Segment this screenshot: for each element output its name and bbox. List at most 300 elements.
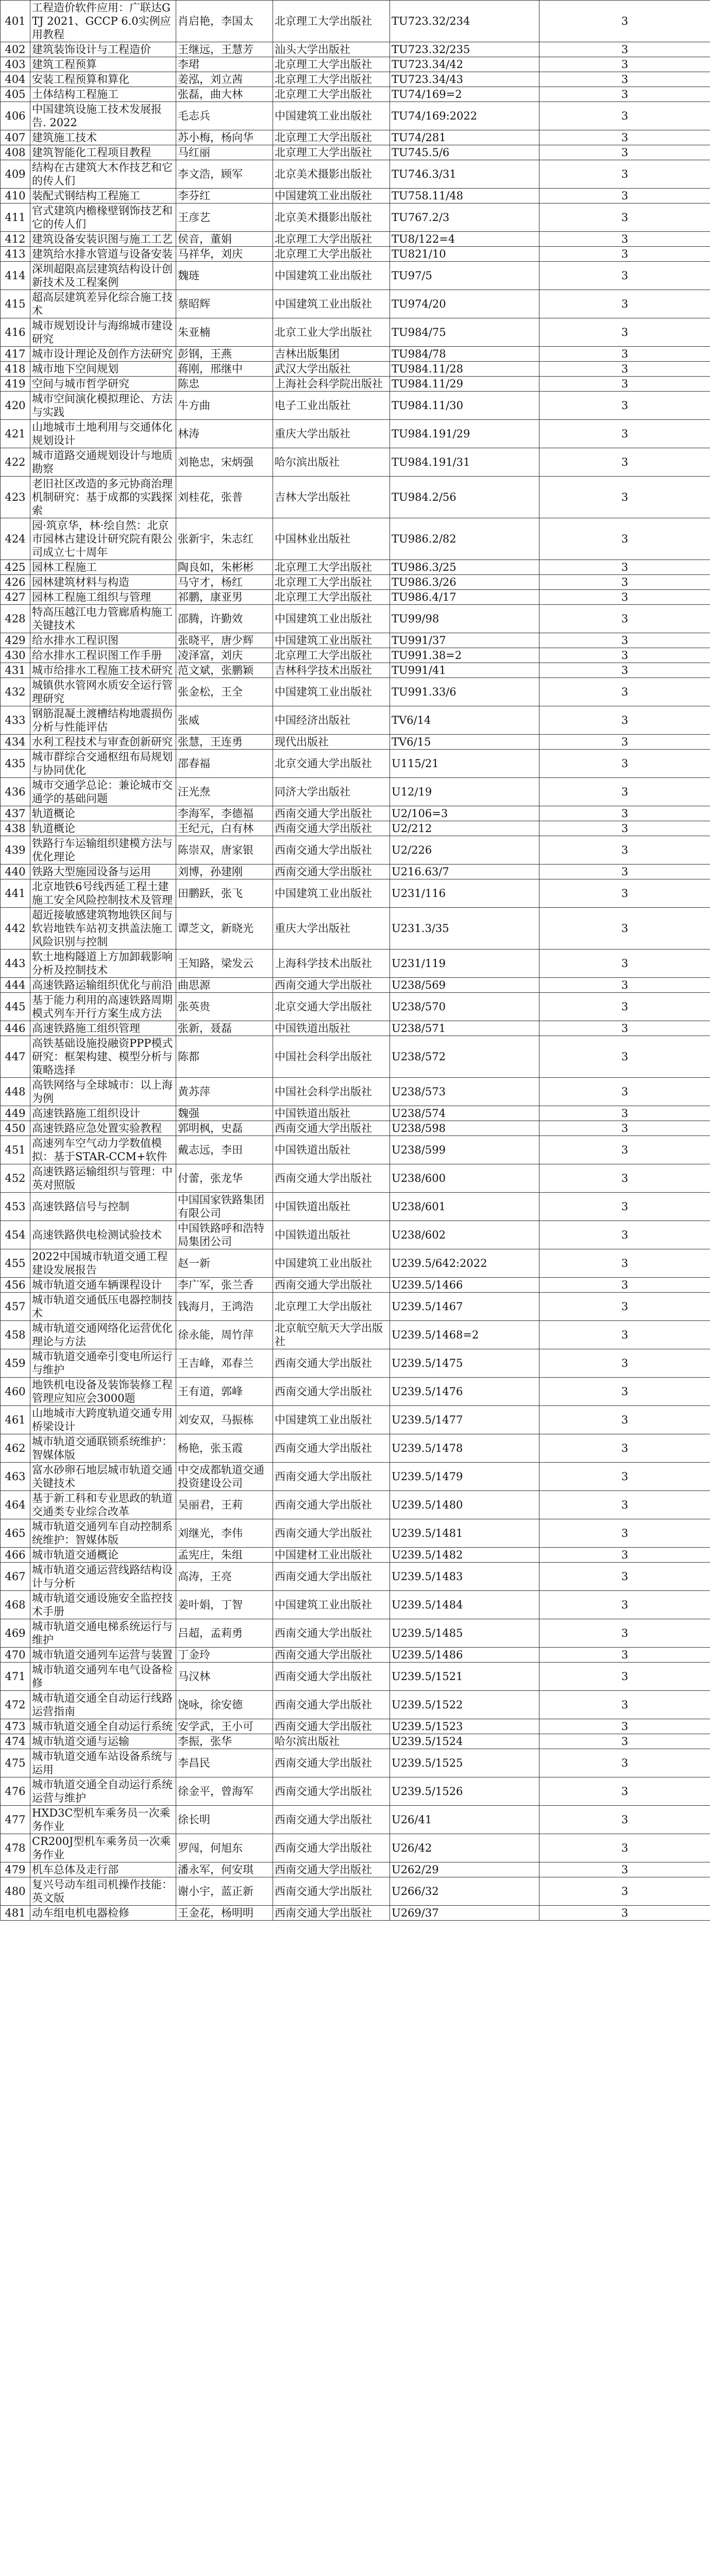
quantity-cell: 3 (539, 1591, 710, 1619)
book-title-cell: 城市给排水工程施工技术研究 (30, 663, 176, 678)
call-number-cell: U239.5/1525 (390, 1749, 539, 1777)
call-number-cell: U26/41 (390, 1806, 539, 1834)
record-number-cell: 431 (1, 663, 30, 678)
author-cell: 范文斌，张鹏颖 (176, 663, 273, 678)
quantity-cell: 3 (539, 145, 710, 160)
author-cell: 谭芝文，新晓光 (176, 908, 273, 950)
record-number-cell: 411 (1, 204, 30, 232)
table-row (1, 392, 710, 420)
quantity-cell: 3 (539, 1036, 710, 1078)
author-cell: 潘永军，何安琪 (176, 1862, 273, 1877)
author-cell: 丁金玲 (176, 1648, 273, 1663)
publisher-cell: 北京理工大学出版社 (273, 57, 390, 72)
author-cell: 张金松，王全 (176, 678, 273, 706)
record-number-cell: 450 (1, 1121, 30, 1136)
record-number-cell: 446 (1, 1021, 30, 1036)
call-number-cell: TU99/98 (390, 605, 539, 633)
quantity-cell: 3 (539, 678, 710, 706)
call-number-cell: U238/573 (390, 1078, 539, 1106)
author-cell: 谢小宇，蓝正新 (176, 1877, 273, 1906)
publisher-cell: 北京美术摄影出版社 (273, 204, 390, 232)
quantity-cell: 3 (539, 1463, 710, 1491)
record-number-cell: 453 (1, 1193, 30, 1221)
call-number-cell: TU986.4/17 (390, 590, 539, 605)
book-title-cell: 轨道概论 (30, 806, 176, 821)
author-cell: 张威 (176, 706, 273, 735)
record-number-cell: 470 (1, 1648, 30, 1663)
call-number-cell: U239.5/1466 (390, 1278, 539, 1293)
call-number-cell: TU767.2/3 (390, 204, 539, 232)
quantity-cell: 3 (539, 1021, 710, 1036)
quantity-cell: 3 (539, 1877, 710, 1906)
book-title-cell: 官式建筑内檐椽壁钢饰技艺和它的传人们 (30, 204, 176, 232)
record-number-cell: 479 (1, 1862, 30, 1877)
publisher-cell: 中国林业出版社 (273, 518, 390, 560)
publisher-cell: 西南交通大学出版社 (273, 806, 390, 821)
table-row (1, 865, 710, 879)
publisher-cell: 北京交通大学出版社 (273, 750, 390, 778)
quantity-cell: 3 (539, 575, 710, 590)
call-number-cell: U239.5/1523 (390, 1719, 539, 1734)
publisher-cell: 北京理工大学出版社 (273, 145, 390, 160)
record-number-cell: 481 (1, 1906, 30, 1921)
table-row (1, 993, 710, 1021)
book-title-cell: 高速铁路应急处置实验教程 (30, 1121, 176, 1136)
book-title-cell: 城市轨道交通全自动运行线路运营指南 (30, 1691, 176, 1719)
call-number-cell: TU984/75 (390, 318, 539, 347)
quantity-cell: 3 (539, 1, 710, 42)
call-number-cell: U239.5/1477 (390, 1406, 539, 1434)
book-title-cell: 城市设计理论及创作方法研究 (30, 347, 176, 362)
author-cell: 蒋刚，邢继中 (176, 362, 273, 377)
book-title-cell: 山地城市土地利用与交通体化规划设计 (30, 420, 176, 448)
book-title-cell: 深圳超限高层建筑结构设计创新技术及工程案例 (30, 262, 176, 290)
record-number-cell: 466 (1, 1548, 30, 1563)
author-cell: 徐永能，周竹萍 (176, 1321, 273, 1349)
table-row (1, 72, 710, 87)
quantity-cell: 3 (539, 1719, 710, 1734)
book-title-cell: 轨道概论 (30, 821, 176, 836)
quantity-cell: 3 (539, 993, 710, 1021)
table-row (1, 1877, 710, 1906)
call-number-cell: TU984.11/29 (390, 377, 539, 392)
record-number-cell: 420 (1, 392, 30, 420)
call-number-cell: TU984.191/31 (390, 448, 539, 477)
call-number-cell: TU723.32/235 (390, 42, 539, 57)
quantity-cell: 3 (539, 663, 710, 678)
author-cell: 安学武，王小可 (176, 1719, 273, 1734)
table-row (1, 590, 710, 605)
table-row (1, 420, 710, 448)
quantity-cell: 3 (539, 1164, 710, 1193)
table-row (1, 1591, 710, 1619)
author-cell: 马守才，杨红 (176, 575, 273, 590)
publisher-cell: 北京理工大学出版社 (273, 575, 390, 590)
call-number-cell: U239.5/1480 (390, 1491, 539, 1519)
record-number-cell: 455 (1, 1249, 30, 1278)
table-row (1, 290, 710, 318)
call-number-cell: TU723.32/234 (390, 1, 539, 42)
quantity-cell: 3 (539, 318, 710, 347)
table-row (1, 130, 710, 145)
quantity-cell: 3 (539, 648, 710, 663)
publisher-cell: 西南交通大学出版社 (273, 1834, 390, 1862)
publisher-cell: 同济大学出版社 (273, 778, 390, 806)
book-title-cell: 建筑施工技术 (30, 130, 176, 145)
quantity-cell: 3 (539, 735, 710, 750)
book-title-cell: 城市轨道交通车辆课程设计 (30, 1278, 176, 1293)
quantity-cell: 3 (539, 806, 710, 821)
author-cell: 王吉峰，邓春兰 (176, 1349, 273, 1378)
table-row (1, 1691, 710, 1719)
quantity-cell: 3 (539, 87, 710, 102)
author-cell: 中国铁路呼和浩特局集团公司 (176, 1221, 273, 1249)
call-number-cell: TU723.34/42 (390, 57, 539, 72)
table-row (1, 57, 710, 72)
record-number-cell: 401 (1, 1, 30, 42)
book-title-cell: 建筑装饰设计与工程造价 (30, 42, 176, 57)
publisher-cell: 西南交通大学出版社 (273, 1691, 390, 1719)
book-title-cell: 给水排水工程识图工作手册 (30, 648, 176, 663)
table-row (1, 1734, 710, 1749)
author-cell: 朱亚楠 (176, 318, 273, 347)
publisher-cell: 电子工业出版社 (273, 392, 390, 420)
quantity-cell: 3 (539, 1834, 710, 1862)
call-number-cell: U238/574 (390, 1106, 539, 1121)
table-row (1, 648, 710, 663)
book-title-cell: HXD3C型机车乘务员一次乘务作业 (30, 1806, 176, 1834)
publisher-cell: 中国建筑工业出版社 (273, 102, 390, 130)
record-number-cell: 471 (1, 1663, 30, 1691)
record-number-cell: 454 (1, 1221, 30, 1249)
quantity-cell: 3 (539, 1136, 710, 1164)
publisher-cell: 西南交通大学出版社 (273, 978, 390, 993)
table-row (1, 706, 710, 735)
author-cell: 张新宇，朱志红 (176, 518, 273, 560)
record-number-cell: 414 (1, 262, 30, 290)
author-cell: 陈崇双，唐家银 (176, 836, 273, 865)
record-number-cell: 468 (1, 1591, 30, 1619)
book-title-cell: 城市轨道交通与运输 (30, 1734, 176, 1749)
publisher-cell: 中国建筑工业出版社 (273, 1591, 390, 1619)
quantity-cell: 3 (539, 448, 710, 477)
record-number-cell: 405 (1, 87, 30, 102)
table-row (1, 1221, 710, 1249)
publisher-cell: 北京理工大学出版社 (273, 232, 390, 247)
publisher-cell: 西南交通大学出版社 (273, 1906, 390, 1921)
publisher-cell: 西南交通大学出版社 (273, 1648, 390, 1663)
book-title-cell: 园林工程施工 (30, 560, 176, 575)
publisher-cell: 中国铁道出版社 (273, 1021, 390, 1036)
book-title-cell: 超高层建筑差异化综合施工技术 (30, 290, 176, 318)
publisher-cell: 北京工业大学出版社 (273, 318, 390, 347)
record-number-cell: 478 (1, 1834, 30, 1862)
record-number-cell: 451 (1, 1136, 30, 1164)
record-number-cell: 467 (1, 1563, 30, 1591)
table-row (1, 1249, 710, 1278)
publisher-cell: 西南交通大学出版社 (273, 1278, 390, 1293)
publisher-cell: 吉林科学技术出版社 (273, 663, 390, 678)
book-title-cell: 城市交通学总论：兼论城市交通学的基础问题 (30, 778, 176, 806)
book-title-cell: 高速铁路施工组织管理 (30, 1021, 176, 1036)
publisher-cell: 北京理工大学出版社 (273, 1293, 390, 1321)
quantity-cell: 3 (539, 247, 710, 262)
record-number-cell: 461 (1, 1406, 30, 1434)
author-cell: 刘桂花，张普 (176, 477, 273, 518)
book-title-cell: 2022中国城市轨道交通工程建设发展报告 (30, 1249, 176, 1278)
quantity-cell: 3 (539, 377, 710, 392)
book-title-cell: 城市群综合交通枢纽布局规划与协同优化 (30, 750, 176, 778)
publisher-cell: 北京理工大学出版社 (273, 87, 390, 102)
book-title-cell: 复兴号动车组司机操作技能：英文版 (30, 1877, 176, 1906)
record-number-cell: 425 (1, 560, 30, 575)
table-row (1, 1619, 710, 1648)
book-title-cell: 城镇供水管网水质安全运行管理研究 (30, 678, 176, 706)
call-number-cell: TU984.11/30 (390, 392, 539, 420)
call-number-cell: U239.5/1485 (390, 1619, 539, 1648)
record-number-cell: 415 (1, 290, 30, 318)
publisher-cell: 北京理工大学出版社 (273, 247, 390, 262)
publisher-cell: 上海科学技术出版社 (273, 950, 390, 978)
table-row (1, 678, 710, 706)
record-number-cell: 418 (1, 362, 30, 377)
table-row (1, 735, 710, 750)
publisher-cell: 西南交通大学出版社 (273, 1378, 390, 1406)
table-row (1, 1749, 710, 1777)
publisher-cell: 北京理工大学出版社 (273, 560, 390, 575)
record-number-cell: 409 (1, 160, 30, 189)
book-title-cell: 建筑给水排水管道与设备安装 (30, 247, 176, 262)
publisher-cell: 中国铁道出版社 (273, 1106, 390, 1121)
quantity-cell: 3 (539, 1519, 710, 1548)
table-row (1, 821, 710, 836)
author-cell: 邵腾，许勤效 (176, 605, 273, 633)
table-row (1, 950, 710, 978)
publisher-cell: 西南交通大学出版社 (273, 1806, 390, 1834)
table-row (1, 1719, 710, 1734)
author-cell: 戴志远，李田 (176, 1136, 273, 1164)
call-number-cell: U239.5/1478 (390, 1434, 539, 1463)
book-title-cell: 基于新工科和专业思政的轨道交通类专业综合改革 (30, 1491, 176, 1519)
quantity-cell: 3 (539, 1749, 710, 1777)
call-number-cell: U239.5/1526 (390, 1777, 539, 1806)
publisher-cell: 中国建筑工业出版社 (273, 262, 390, 290)
publisher-cell: 西南交通大学出版社 (273, 1862, 390, 1877)
publisher-cell: 北京理工大学出版社 (273, 1, 390, 42)
author-cell: 王有道，郭峰 (176, 1378, 273, 1406)
publisher-cell: 中国社会科学出版社 (273, 1036, 390, 1078)
call-number-cell: U238/571 (390, 1021, 539, 1036)
call-number-cell: U115/21 (390, 750, 539, 778)
book-title-cell: 高铁网络与全球城市：以上海为例 (30, 1078, 176, 1106)
call-number-cell: U26/42 (390, 1834, 539, 1862)
author-cell: 陶良如，朱彬彬 (176, 560, 273, 575)
call-number-cell: U239.5/1481 (390, 1519, 539, 1548)
call-number-cell: U269/37 (390, 1906, 539, 1921)
book-title-cell: 高速铁路信号与控制 (30, 1193, 176, 1221)
book-title-cell: 水利工程技术与审查创新研究 (30, 735, 176, 750)
call-number-cell: TU986.2/82 (390, 518, 539, 560)
table-row (1, 189, 710, 204)
call-number-cell: TU984.11/28 (390, 362, 539, 377)
table-row (1, 663, 710, 678)
quantity-cell: 3 (539, 1734, 710, 1749)
author-cell: 蔡昭辉 (176, 290, 273, 318)
record-number-cell: 438 (1, 821, 30, 836)
table-row (1, 1121, 710, 1136)
publisher-cell: 西南交通大学出版社 (273, 1519, 390, 1548)
record-number-cell: 406 (1, 102, 30, 130)
record-number-cell: 422 (1, 448, 30, 477)
book-title-cell: 园林建筑材料与构造 (30, 575, 176, 590)
table-row (1, 477, 710, 518)
call-number-cell: TU821/10 (390, 247, 539, 262)
call-number-cell: TU974/20 (390, 290, 539, 318)
book-title-cell: 高速铁路供电检测试验技术 (30, 1221, 176, 1249)
record-number-cell: 473 (1, 1719, 30, 1734)
table-row (1, 1278, 710, 1293)
author-cell: 刘安双，马振栋 (176, 1406, 273, 1434)
publisher-cell: 吉林大学出版社 (273, 477, 390, 518)
publisher-cell: 西南交通大学出版社 (273, 865, 390, 879)
call-number-cell: U216.63/7 (390, 865, 539, 879)
book-title-cell: 铁路大型施园设备与运用 (30, 865, 176, 879)
table-row (1, 1563, 710, 1591)
record-number-cell: 457 (1, 1293, 30, 1321)
record-number-cell: 448 (1, 1078, 30, 1106)
call-number-cell: U238/569 (390, 978, 539, 993)
book-title-cell: 高速铁路运输组织与管理：中英对照版 (30, 1164, 176, 1193)
record-number-cell: 463 (1, 1463, 30, 1491)
record-number-cell: 475 (1, 1749, 30, 1777)
author-cell: 马祥华，刘庆 (176, 247, 273, 262)
publisher-cell: 西南交通大学出版社 (273, 1563, 390, 1591)
book-title-cell: 老旧社区改造的多元协商治理机制研究：基于成都的实践探索 (30, 477, 176, 518)
call-number-cell: U238/570 (390, 993, 539, 1021)
author-cell: 姜泓，刘立茜 (176, 72, 273, 87)
book-title-cell: 城市轨道交通列车自动控制系统维护：智媒体版 (30, 1519, 176, 1548)
record-number-cell: 436 (1, 778, 30, 806)
call-number-cell: TV6/14 (390, 706, 539, 735)
quantity-cell: 3 (539, 1777, 710, 1806)
publisher-cell: 中国建筑工业出版社 (273, 290, 390, 318)
quantity-cell: 3 (539, 1548, 710, 1563)
record-number-cell: 410 (1, 189, 30, 204)
author-cell: 李芬红 (176, 189, 273, 204)
book-title-cell: 特高压越江电力管廊盾构施工关键技术 (30, 605, 176, 633)
publisher-cell: 西南交通大学出版社 (273, 1877, 390, 1906)
quantity-cell: 3 (539, 778, 710, 806)
author-cell: 张新，聂磊 (176, 1021, 273, 1036)
author-cell: 张英贵 (176, 993, 273, 1021)
author-cell: 李文浩，顾军 (176, 160, 273, 189)
publisher-cell: 西南交通大学出版社 (273, 1491, 390, 1519)
author-cell: 王纪元，白有林 (176, 821, 273, 836)
record-number-cell: 437 (1, 806, 30, 821)
call-number-cell: TU97/5 (390, 262, 539, 290)
quantity-cell: 3 (539, 1349, 710, 1378)
call-number-cell: TU991.33/6 (390, 678, 539, 706)
table-row (1, 978, 710, 993)
record-number-cell: 480 (1, 1877, 30, 1906)
author-cell: 王知路，梁发云 (176, 950, 273, 978)
publisher-cell: 中国铁道出版社 (273, 1136, 390, 1164)
author-cell: 徐金平，曾海军 (176, 1777, 273, 1806)
author-cell: 高涛，王亮 (176, 1563, 273, 1591)
table-row (1, 318, 710, 347)
author-cell: 张磊，曲大林 (176, 87, 273, 102)
call-number-cell: U2/212 (390, 821, 539, 836)
quantity-cell: 3 (539, 1321, 710, 1349)
publisher-cell: 中国建筑工业出版社 (273, 605, 390, 633)
quantity-cell: 3 (539, 1434, 710, 1463)
record-number-cell: 407 (1, 130, 30, 145)
author-cell: 付蕾，张龙华 (176, 1164, 273, 1193)
call-number-cell: U2/226 (390, 836, 539, 865)
author-cell: 张晓平，唐少辉 (176, 633, 273, 648)
quantity-cell: 3 (539, 590, 710, 605)
book-title-cell: 城市规划设计与海绵城市建设研究 (30, 318, 176, 347)
author-cell: 凌泽富，刘庆 (176, 648, 273, 663)
call-number-cell: U231/119 (390, 950, 539, 978)
record-number-cell: 404 (1, 72, 30, 87)
record-number-cell: 445 (1, 993, 30, 1021)
author-cell: 陈忠 (176, 377, 273, 392)
table-row (1, 518, 710, 560)
publisher-cell: 汕头大学出版社 (273, 42, 390, 57)
call-number-cell: U239.5/1482 (390, 1548, 539, 1563)
quantity-cell: 3 (539, 1078, 710, 1106)
table-row (1, 1078, 710, 1106)
publisher-cell: 中国铁道出版社 (273, 1221, 390, 1249)
author-cell: 邵春福 (176, 750, 273, 778)
quantity-cell: 3 (539, 1619, 710, 1648)
call-number-cell: U239.5/1467 (390, 1293, 539, 1321)
table-row (1, 1519, 710, 1548)
author-cell: 中国国家铁路集团有限公司 (176, 1193, 273, 1221)
book-title-cell: 建筑智能化工程项目教程 (30, 145, 176, 160)
publisher-cell: 武汉大学出版社 (273, 362, 390, 377)
quantity-cell: 3 (539, 57, 710, 72)
author-cell: 祁鹏，康亚男 (176, 590, 273, 605)
author-cell: 王彦艺 (176, 204, 273, 232)
book-title-cell: 城市轨道交通概论 (30, 1548, 176, 1563)
quantity-cell: 3 (539, 1406, 710, 1434)
publisher-cell: 西南交通大学出版社 (273, 1434, 390, 1463)
call-number-cell: U238/602 (390, 1221, 539, 1249)
call-number-cell: U238/572 (390, 1036, 539, 1078)
publisher-cell: 中国建材工业出版社 (273, 1548, 390, 1563)
author-cell: 李广军，张兰香 (176, 1278, 273, 1293)
table-row (1, 879, 710, 908)
record-number-cell: 476 (1, 1777, 30, 1806)
author-cell: 李振，张华 (176, 1734, 273, 1749)
book-title-cell: 城市轨道交通设施安全监控技术手册 (30, 1591, 176, 1619)
book-title-cell: 城市轨道交通运营线路结构设计与分析 (30, 1563, 176, 1591)
book-title-cell: 中国建筑设施工技术发展报告. 2022 (30, 102, 176, 130)
table-row (1, 262, 710, 290)
publisher-cell: 西南交通大学出版社 (273, 1164, 390, 1193)
book-title-cell: 超近接敏感建筑物地铁区间与软岩地铁车站初支拱盖法施工风险识别与控制 (30, 908, 176, 950)
record-number-cell: 444 (1, 978, 30, 993)
record-number-cell: 429 (1, 633, 30, 648)
table-row (1, 633, 710, 648)
table-row (1, 347, 710, 362)
book-title-cell: 装配式钢结构工程施工 (30, 189, 176, 204)
book-title-cell: 地铁机电设备及装饰装修工程管理应知应会3000题 (30, 1378, 176, 1406)
table-row (1, 247, 710, 262)
publisher-cell: 中国建筑工业出版社 (273, 879, 390, 908)
